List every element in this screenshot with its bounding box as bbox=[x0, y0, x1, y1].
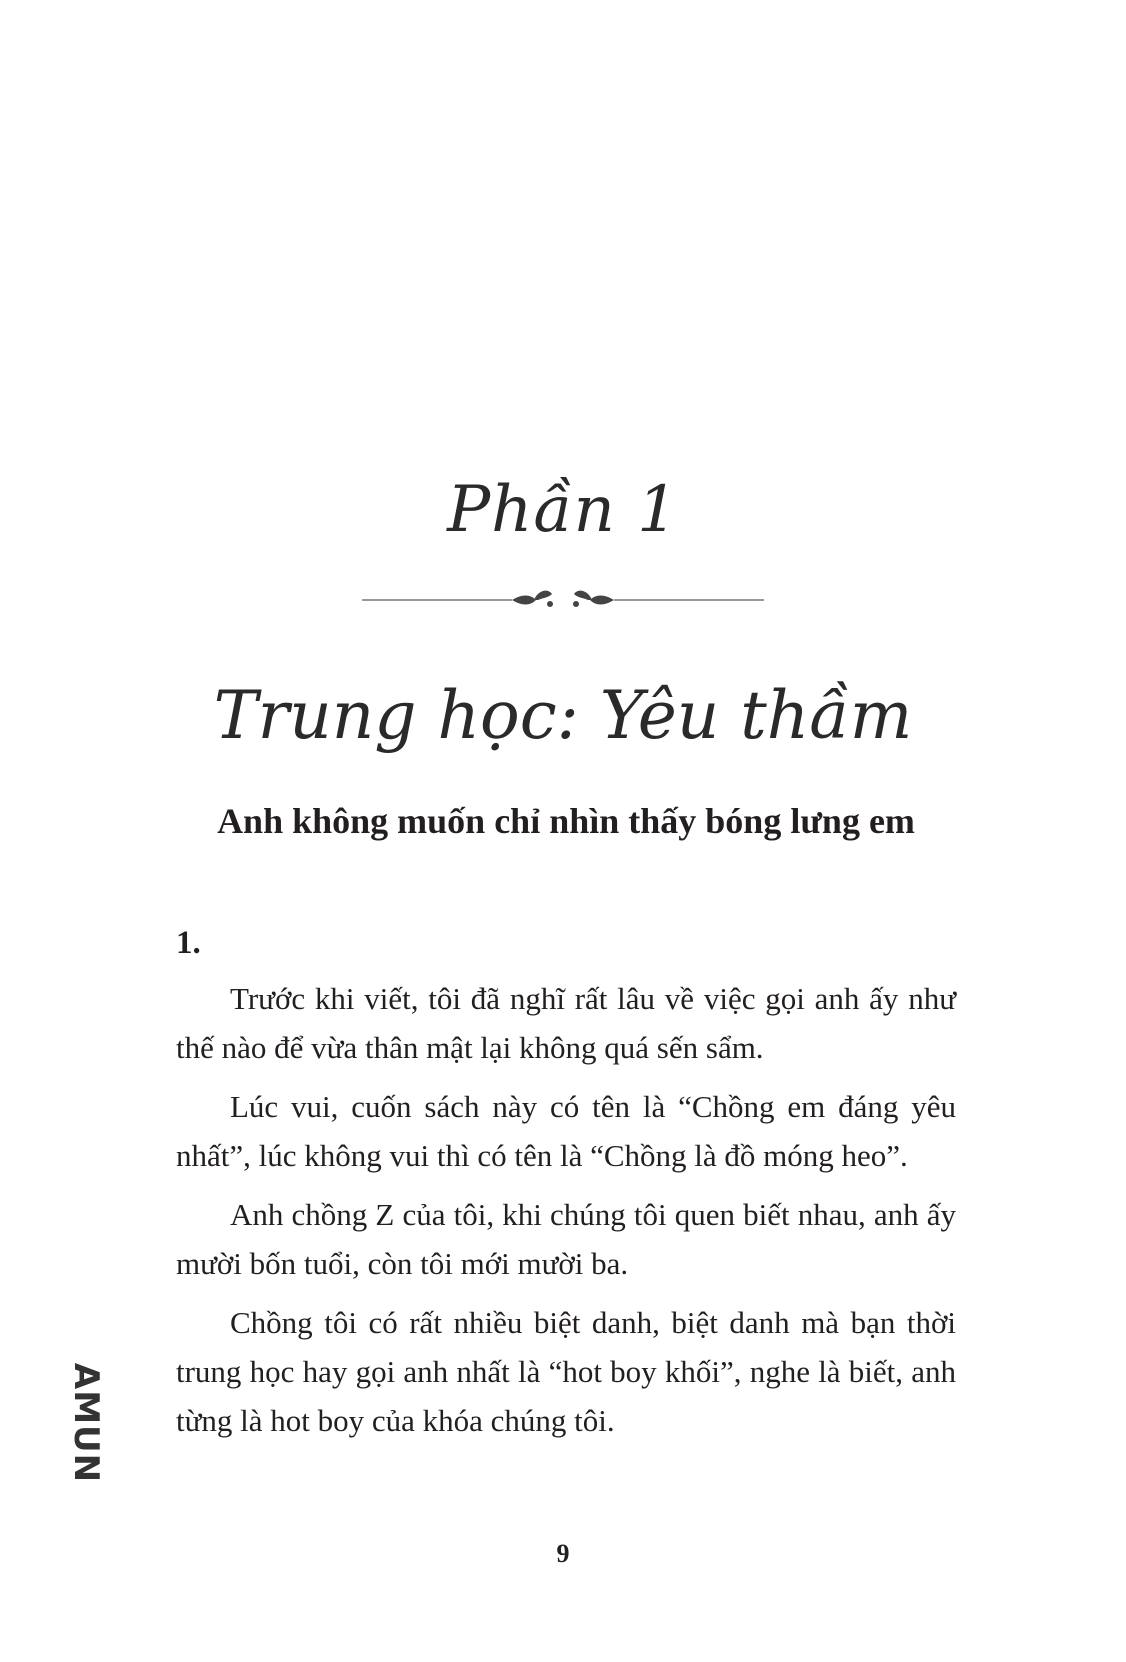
ornament-divider bbox=[362, 580, 764, 620]
page-number: 9 bbox=[556, 1539, 570, 1568]
chapter-body bbox=[176, 974, 956, 1455]
section-subtitle: Anh không muốn chỉ nhìn thấy bóng lưng em bbox=[217, 801, 915, 841]
paragraph: Anh chồng Z của tôi, khi chúng tôi quen biết nhau, anh ấy mười bốn tuổi, còn tôi mới mười ba. bbox=[176, 1197, 956, 1281]
publisher-logo-text: AMUN bbox=[66, 1362, 106, 1484]
chapter-number: 1. bbox=[176, 925, 201, 961]
ornament-flourish-right bbox=[573, 591, 614, 607]
paragraph: Chồng tôi có rất nhiều biệt danh, biệt danh mà bạn thời trung học hay gọi anh nhất là “hot boy khối”, nghe là biết, anh từng là hot boy của khóa chúng tôi. bbox=[176, 1305, 956, 1438]
section-title: Trung học: Yêu thầm bbox=[213, 677, 913, 754]
ornament-flourish-left bbox=[512, 591, 553, 607]
part-title: Phần 1 bbox=[447, 473, 679, 547]
publisher-logo bbox=[62, 1362, 110, 1484]
paragraph: Lúc vui, cuốn sách này có tên là “Chồng em đáng yêu nhất”, lúc không vui thì có tên là “Chồng là đồ móng heo”. bbox=[176, 1089, 956, 1173]
paragraph: Trước khi viết, tôi đã nghĩ rất lâu về việc gọi anh ấy như thế nào để vừa thân mật lại không quá sến sẩm. bbox=[176, 981, 956, 1065]
